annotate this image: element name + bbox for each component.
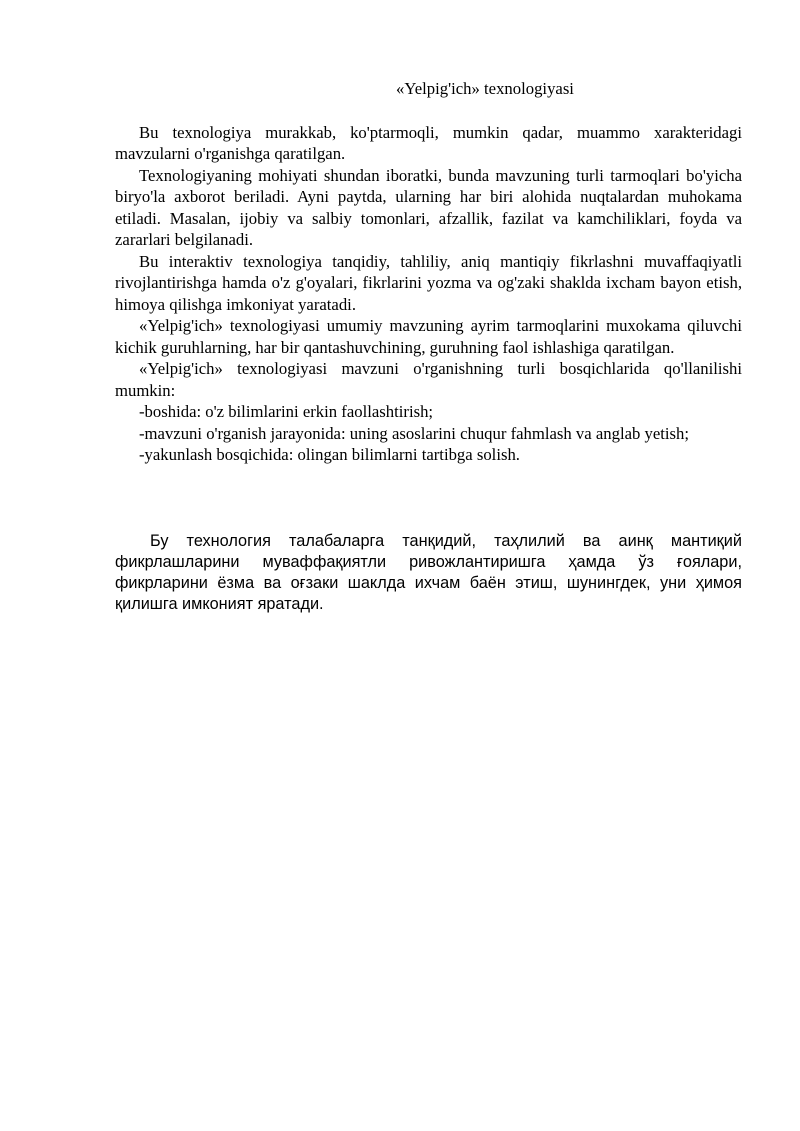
paragraph-groups: «Yelpig'ich» texnologiyasi umumiy mavzuning ayrim tarmoqlarini muxokama qiluvchi kichik guruhlarning, har bir qantashuvchining, guruhning faol ishlashiga qaratilgan.: [115, 316, 742, 357]
list-item-process: -mavzuni o'rganish jarayonida: uning asoslarini chuqur fahmlash va anglab yetish;: [139, 423, 690, 443]
paragraph-intro: Bu texnologiya murakkab, ko'ptarmoqli, mumkin qadar, muammo xarakteridagi mavzularni o'rganishga qaratilgan.: [115, 122, 742, 163]
document-body: [115, 78, 742, 615]
list-item-beginning: -boshida: o'z bilimlarini erkin faollashtirish;: [139, 402, 434, 421]
document-title: «Yelpig'ich» texnologiyasi: [396, 79, 574, 98]
section-spacer: [115, 466, 742, 531]
list-item-final: -yakunlash bosqichida: olingan bilimlarni tartibga solish.: [139, 445, 520, 464]
paragraph-essence: Texnologiyaning mohiyati shundan iboratki, bunda mavzuning turli tarmoqlari bo'yicha biryo'la axborot beriladi. Ayni paytda, ularning har biri alohida nuqtalardan muhokama etiladi. Masalan, ijobiy va salbiy tomonlari, afzallik, fazilat va kamchiliklari, foyda va zararlari belgilanadi.: [115, 165, 742, 249]
paragraph-cyrillic: Бу технология талабаларга танқидий, таҳлилий ва аинқ мантиқий фикрлашларини муваффақиятли ривожлантиришга ҳамда ўз ғоялари, фикрларини ёзма ва оғзаки шаклда ихчам баён этиш, шунингдек, уни ҳимоя қилишга имконият яратади.: [115, 531, 742, 614]
paragraph-interactive: Bu interaktiv texnologiya tanqidiy, tahliliy, aniq mantiqiy fikrlashni muvaffaqiyatli rivojlantirishga hamda o'z g'oyalari, fikrlarini yozma va og'zaki shaklda ixcham bayon etish, himoya qilishga imkoniyat yaratadi.: [115, 251, 742, 314]
paragraph-stages: «Yelpig'ich» texnologiyasi mavzuni o'rganishning turli bosqichlarida qo'llanilishi mumkin:: [115, 359, 742, 400]
